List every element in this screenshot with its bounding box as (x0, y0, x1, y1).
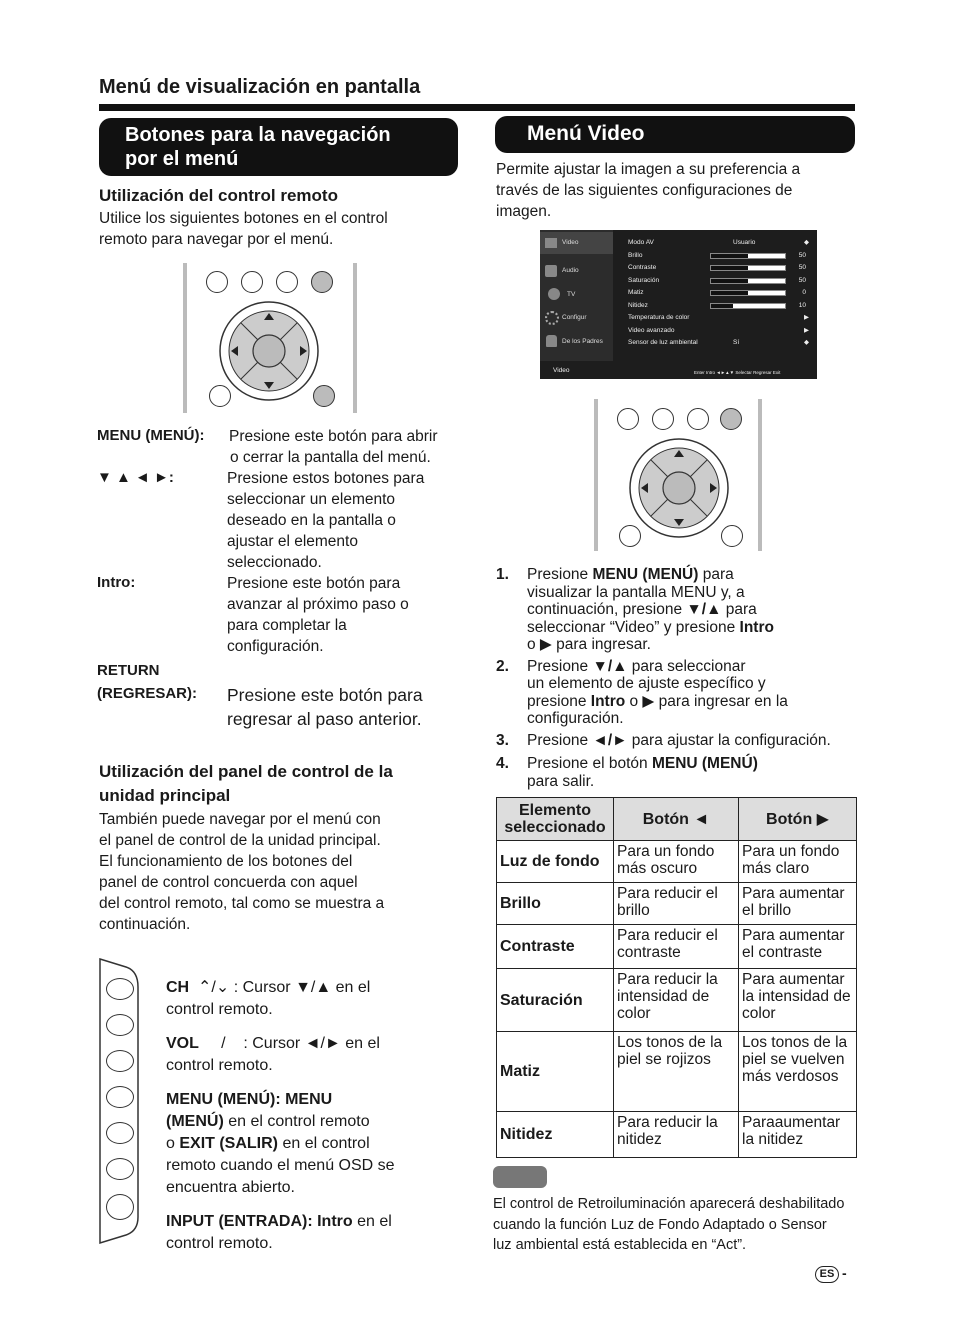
remote-illustration (183, 263, 357, 413)
table-header: Botón ▶ (739, 798, 857, 841)
table-cell: Para reducir el brillo (614, 883, 739, 925)
osd-row-label: Nitidez (628, 301, 648, 309)
power-panel-button-icon (106, 1194, 134, 1220)
def-line: para completar la (227, 617, 347, 634)
osd-row-value: 50 (798, 264, 806, 271)
osd-level-bar (710, 278, 786, 284)
osd-row-value: 0 (802, 289, 806, 296)
def-line: seleccionar un elemento (227, 491, 396, 508)
menu-line3 (166, 1133, 456, 1155)
def-desc (227, 683, 423, 731)
menu-button-icon (720, 408, 742, 430)
osd-row-value: 50 (798, 251, 806, 259)
def-term: ▼ ▲ ◄ ►: (97, 469, 174, 486)
nav-header-line1: Botones para la navegación (125, 124, 391, 146)
menu-line4: remoto cuando el menú OSD se (166, 1157, 395, 1174)
table-row-header: Matiz (497, 1032, 614, 1112)
def-intro (97, 573, 462, 657)
remote-button-icon (687, 408, 709, 430)
panel-intro-line: También puede navegar por el menú con (99, 811, 381, 828)
step-line: presione Intro o ▶ para ingresar en la (527, 692, 788, 710)
table-cell: Para reducir la intensidad de color (614, 969, 739, 1032)
dpad-icon (628, 437, 730, 539)
menu-panel-button-icon (106, 1122, 134, 1144)
satellite-icon (548, 288, 560, 300)
input-panel-button-icon (106, 1158, 134, 1180)
osd-row-marker-icon: ◆ (804, 339, 809, 346)
note-line: luz ambiental está establecida en “Act”. (493, 1237, 747, 1253)
osd-level-bar (710, 290, 786, 296)
remote-button-icon (721, 525, 743, 547)
menu-line2 (166, 1111, 456, 1133)
def-line: ajustar el elemento (227, 533, 358, 550)
panel-def-vol (166, 1033, 456, 1055)
panel-intro-line: panel de control concuerda con aquel (99, 874, 358, 891)
table-row-header: Brillo (497, 883, 614, 925)
video-icon (545, 238, 557, 248)
remote-button-icon (276, 271, 298, 293)
step-number: 4. (496, 755, 509, 772)
step-number: 3. (496, 731, 509, 749)
nav-section-header (99, 118, 458, 176)
remote-button-icon (617, 408, 639, 430)
menu-term: (MENÚ) (166, 1113, 224, 1130)
menu-line1: MENU (MENÚ): MENU (166, 1091, 333, 1108)
menu-text: o (166, 1135, 180, 1152)
step-line: continuación, presione ▼/▲ para (527, 601, 757, 618)
osd-row-marker-icon: ▶ (804, 326, 809, 334)
ch-up-down-icon: ⌃/⌄ (193, 979, 234, 996)
table-cell: Para reducir el contraste (614, 925, 739, 969)
menu-text: en el control remoto (223, 1113, 370, 1130)
osd-row-label: Matiz (628, 289, 644, 296)
def-line: Presione estos botones para (227, 470, 425, 487)
osd-row-label: Sensor de luz ambiental (628, 339, 698, 346)
def-menu (97, 426, 462, 468)
table-cell: Para un fondo más oscuro (614, 841, 739, 883)
step-number: 2. (496, 657, 509, 675)
osd-row-marker-icon: ▶ (804, 314, 809, 321)
osd-row (628, 250, 806, 262)
osd-row-marker-icon: ◆ (804, 239, 809, 246)
osd-level-bar (710, 253, 786, 259)
table-header: Botón ◄ (614, 798, 739, 841)
vol-up-button-icon (106, 1050, 134, 1072)
panel-heading (99, 760, 393, 808)
step-item (496, 658, 858, 728)
panel-definitions (166, 977, 456, 1255)
panel-intro-line: del control remoto, tal como se muestra a (99, 895, 385, 912)
note-line: El control de Retroiluminación aparecerá deshabilitado (493, 1196, 845, 1212)
remote-button-icon (209, 385, 231, 407)
panel-def-ch (166, 977, 456, 999)
def-line: Presione este botón para (227, 575, 401, 592)
note-line: cuando la función Luz de Fondo Adaptado o Sensor (493, 1216, 827, 1233)
vol-line2: control remoto. (166, 1057, 273, 1074)
osd-row-value: 50 (798, 276, 806, 284)
note-badge (493, 1166, 547, 1188)
return-button-icon (313, 385, 335, 407)
def-term: MENU (MENÚ): (97, 427, 205, 444)
step-line: seleccionar “Video” y presione Intro (527, 618, 774, 636)
osd-sidebar (540, 230, 613, 361)
nav-header-line2: por el menú (125, 148, 239, 170)
def-line: seleccionado. (227, 554, 322, 571)
def-arrows (97, 468, 462, 573)
adjustment-table (496, 797, 857, 1158)
osd-row (628, 237, 809, 249)
def-desc (229, 426, 438, 468)
ch-term: CH (166, 979, 190, 996)
osd-row-label: Video avanzado (628, 326, 675, 334)
table-row (497, 841, 857, 883)
panel-intro-line: El funcionamiento de los botones del (99, 853, 353, 870)
table-cell: Los tonos de la piel se vuelven más verdosos (739, 1032, 857, 1112)
video-intro-line: través de las siguientes configuraciones de (496, 182, 793, 199)
step-line: un elemento de ajuste específico y (527, 675, 766, 692)
remote-button-icon (619, 525, 641, 547)
osd-menu-screenshot (540, 230, 817, 379)
video-intro (496, 159, 800, 222)
def-term: RETURN (97, 662, 160, 679)
remote-intro (99, 208, 388, 250)
panel-intro-line: el panel de control de la unidad principal. (99, 832, 381, 849)
osd-row (628, 262, 806, 274)
def-line: avanzar al próximo paso o (227, 596, 409, 613)
note-text (493, 1194, 844, 1256)
osd-row (628, 275, 806, 287)
ch-rest: : Cursor ▼/▲ en el (233, 979, 371, 996)
ch-up-button-icon (106, 978, 134, 1000)
table-row (497, 969, 857, 1032)
def-desc (227, 573, 409, 657)
table-cell: Para aumentar el contraste (739, 925, 857, 969)
osd-side-label: Video (562, 239, 579, 246)
vol-down-button-icon (106, 1086, 134, 1108)
table-row-header: Contraste (497, 925, 614, 969)
remote-intro-line: Utilice los siguientes botones en el control (99, 210, 388, 227)
osd-row-value: 10 (798, 301, 806, 309)
dpad-icon (218, 300, 320, 402)
osd-row (628, 287, 806, 299)
osd-row (628, 300, 806, 312)
def-line: deseado en la pantalla o (227, 512, 396, 529)
def-line: regresar al paso anterior. (227, 709, 422, 729)
osd-row-label: Contraste (628, 264, 657, 271)
menu-button-icon (311, 271, 333, 293)
def-line: Presione este botón para abrir (229, 428, 438, 445)
table-row (497, 1112, 857, 1158)
def-line: Presione este botón para (227, 685, 423, 705)
table-cell: Para aumentar el brillo (739, 883, 857, 925)
osd-footer-title: Video (553, 367, 570, 374)
step-item (496, 732, 858, 750)
step-line: para salir. (527, 772, 595, 790)
step-number: 1. (496, 566, 509, 583)
table-row (497, 1032, 857, 1112)
step-line: Presione ▼/▲ para seleccionar (527, 657, 746, 675)
vol-term: VOL (166, 1035, 199, 1052)
page-title: Menú de visualización en pantalla (99, 76, 421, 98)
panel-def-input (166, 1211, 456, 1233)
steps-list (496, 566, 858, 790)
osd-side-label: TV (567, 291, 576, 298)
remote-button-icon (652, 408, 674, 430)
osd-row-label: Brillo (628, 251, 643, 259)
step-line: configuración. (527, 710, 624, 727)
step-line: Presione el botón MENU (MENÚ) (527, 755, 758, 772)
osd-row-label: Temperatura de color (628, 314, 690, 321)
step-item (496, 566, 858, 654)
input-line2: control remoto. (166, 1235, 273, 1252)
remote-illustration-2 (594, 399, 762, 551)
table-cell: Los tonos de la piel se rojizos (614, 1032, 739, 1112)
def-line: configuración. (227, 638, 324, 655)
def-line: o cerrar la pantalla del menú. (230, 449, 431, 466)
table-header: Elemento seleccionado (497, 798, 614, 841)
input-term: INPUT (ENTRADA): Intro (166, 1213, 353, 1230)
table-row (497, 925, 857, 969)
ch-line2: control remoto. (166, 1001, 273, 1018)
osd-row (628, 312, 809, 324)
title-rule (99, 104, 855, 111)
def-term: (REGRESAR): (97, 685, 197, 702)
video-intro-line: imagen. (496, 203, 552, 220)
table-row-header: Saturación (497, 969, 614, 1032)
table-row-header: Nitidez (497, 1112, 614, 1158)
language-badge: ES (815, 1266, 839, 1283)
video-intro-line: Permite ajustar la imagen a su preferencia a (496, 161, 801, 178)
remote-button-icon (241, 271, 263, 293)
def-return (97, 657, 462, 729)
panel-heading-line: unidad principal (99, 786, 231, 805)
menu-line5: encuentra abierto. (166, 1179, 295, 1196)
osd-row-value: Sí (733, 339, 740, 346)
def-term: Intro: (97, 574, 136, 591)
lock-icon (546, 335, 557, 347)
remote-heading: Utilización del control remoto (99, 186, 338, 205)
osd-footer-hint: Enter Intro ◄►▲▼ Selectar Regresar Exit (694, 370, 781, 375)
button-definitions (97, 426, 462, 729)
speaker-icon (545, 265, 557, 277)
table-header-row (497, 798, 857, 841)
input-text: en el (352, 1213, 392, 1230)
osd-level-bar (710, 303, 786, 309)
remote-button-icon (206, 271, 228, 293)
table-cell: Para reducir la nitidez (614, 1112, 739, 1158)
step-line: o ▶ para ingresar. (527, 636, 651, 653)
exit-term: EXIT (SALIR) (179, 1135, 279, 1152)
panel-intro-line: continuación. (99, 916, 191, 933)
table-row (497, 883, 857, 925)
table-cell: Paraaumentar la nitidez (739, 1112, 857, 1158)
page-number: - (842, 1265, 847, 1281)
osd-side-label: Configur (562, 314, 587, 321)
step-item (496, 755, 858, 790)
table-cell: Para un fondo más claro (739, 841, 857, 883)
osd-side-label: Audio (562, 267, 579, 274)
osd-level-bar (710, 265, 786, 271)
vol-plus-minus-icon: / (203, 1035, 244, 1052)
panel-intro (99, 809, 384, 935)
def-desc (227, 468, 424, 573)
ch-down-button-icon (106, 1014, 134, 1036)
osd-row-label: Modo AV (628, 239, 654, 246)
osd-row-value: Usuario (733, 239, 756, 246)
step-line: visualizar la pantalla MENU y, a (527, 583, 745, 601)
osd-row (628, 337, 809, 349)
step-line: Presione ◄/► para ajustar la configuración. (527, 731, 831, 749)
panel-heading-line: Utilización del panel de control de la (99, 762, 393, 781)
vol-rest: : Cursor ◄/► en el (243, 1035, 380, 1052)
gear-icon (545, 311, 559, 325)
table-row-header: Luz de fondo (497, 841, 614, 883)
table-body (497, 841, 857, 1158)
video-section-header: Menú Video (495, 116, 855, 153)
step-line: Presione MENU (MENÚ) para (527, 566, 734, 583)
remote-intro-line: remoto para navegar por el menú. (99, 231, 334, 248)
table-cell: Para aumentar la intensidad de color (739, 969, 857, 1032)
menu-text: en el control (278, 1135, 370, 1152)
osd-row-label: Saturación (628, 276, 660, 284)
osd-row (628, 325, 809, 337)
osd-side-label: De los Padres (562, 338, 603, 345)
